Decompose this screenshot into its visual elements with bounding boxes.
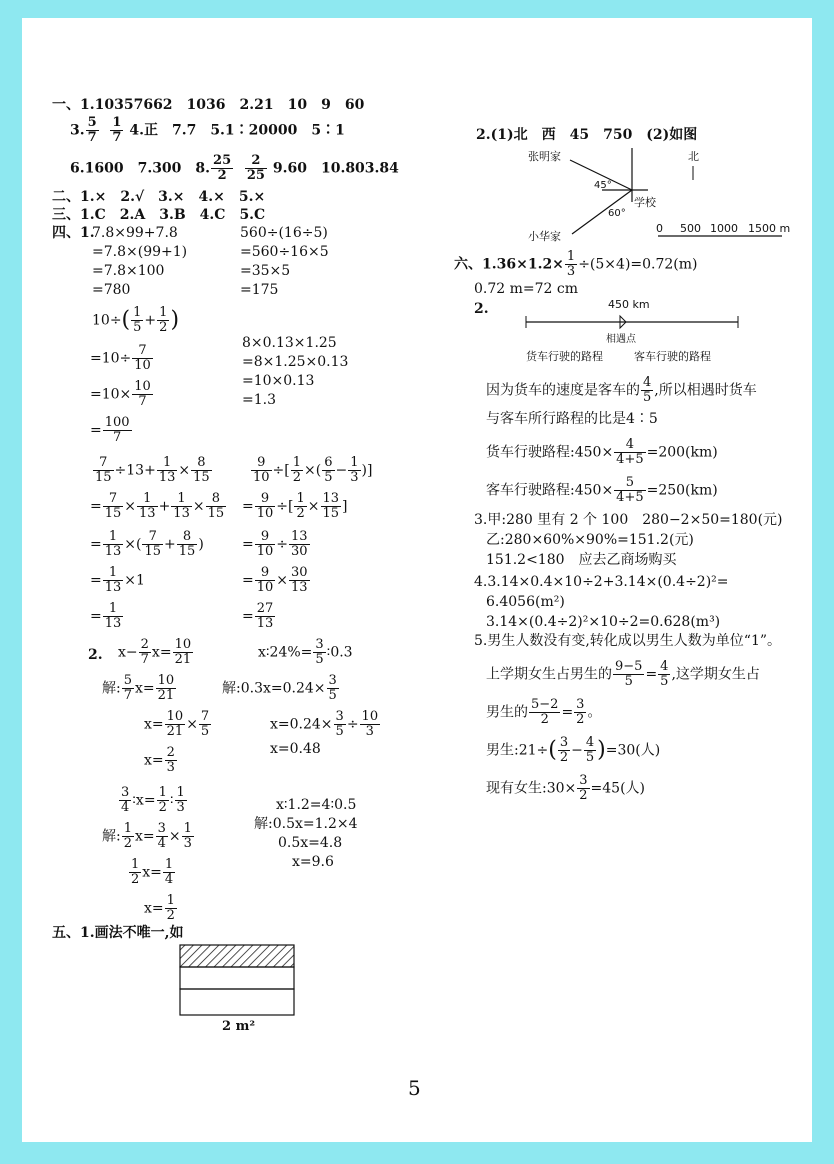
q2-label: 2. [474,301,489,317]
s6-line2: 0.72 m=72 cm [474,281,579,297]
seg-total: 450 km [608,298,650,311]
eq2-l2: 解:0.3x=0.24× $\frac{3}{5}$ [222,673,337,703]
q2-t1: 因为货车的速度是客车的 $\frac{4}{5}$ ,所以相遇时货车 [486,375,757,405]
eq4: x∶1.2=4∶0.5 解:0.5x=1.2×4 0.5x=4.8 x=9.6 [254,797,358,870]
q3: 3.甲:280 里有 2 个 100 280−2×50=180(元) 乙:280×60%×90%=151.2(元) 151.2<180 应去乙商场购买 [474,512,783,568]
q5-l1: 5.男生人数没有变,转化成以男生人数为单位“1”。 [474,633,782,649]
s4-label: 四、1. [52,225,95,241]
map-scale-0: 0 [656,222,663,235]
bottom-band [180,989,294,1015]
q5-l2: 上学期女生占男生的 $\frac{9-5}{5}$ = $\frac{4}{5}$ ,这学期女生占 [486,659,760,689]
q5-l4: 男生:21÷( $\frac{3}{2}$ − $\frac{4}{5}$ )=30(人) [486,735,661,765]
s5-line: 五、1.画法不唯一,如 [52,925,184,941]
eq2-l4: x=0.48 [270,741,321,757]
calc-3-l1: 10÷( $\frac{1}{5}$ + $\frac{1}{2}$ ) [92,305,180,335]
calc-6-l1: $\frac{9}{10}$ ÷[ $\frac{1}{2}$ ×( $\frac{6}{5}$ − $\frac{1}{3}$ )] [253,455,373,485]
q5-l5: 现有女生:30× $\frac{3}{2}$ =45(人) [486,773,646,803]
calc-3-l4: = $\frac{100}{7}$ [90,415,130,445]
s1-line2: 3. $\frac{5}{7}$ $\frac{1}{7}$ 4.正 7.7 5.1∶20000 5∶1 [70,115,345,145]
map-house1: 张明家 [528,150,561,163]
map-scale-500: 500 [680,222,701,235]
q2-t3: 货车行驶路程:450× $\frac{4}{4+5}$ =200(km) [486,437,718,467]
s6-line1: 六、1.36×1.2× $\frac{1}{3}$ ÷(5×4)=0.72(m) [454,249,698,279]
area-label: 2 m² [222,1019,256,1034]
calc-6-l4: = $\frac{9}{10}$ × $\frac{30}{13}$ [242,565,308,595]
direction-map [502,144,802,244]
eq3-l1: $\frac{3}{4}$ ∶x= $\frac{1}{2}$ ∶ $\frac{1}{3}$ [121,785,185,815]
area-figure [178,943,298,1053]
calc-5-l3: = $\frac{1}{13}$ ×( $\frac{7}{15}$ + $\frac{8}{15}$ ) [90,529,204,559]
calc-3-l2: =10÷ $\frac{7}{10}$ [90,343,151,373]
calc-5-l2: = $\frac{7}{15}$ × $\frac{1}{13}$ + $\frac{1}{13}$ × $\frac{8}{15}$ [90,491,225,521]
eq1-l1: x− $\frac{2}{7}$ x= $\frac{10}{21}$ [118,637,192,667]
calc-4: 8×0.13×1.25 =8×1.25×0.13 =10×0.13 =1.3 [242,335,349,408]
eq2-l3: x=0.24× $\frac{3}{5}$ ÷ $\frac{10}{3}$ [270,709,379,739]
s1-line3: 6.1600 7.300 8. $\frac{25}{2}$ $\frac{2}{25}$ 9.60 10.803.84 [70,153,399,183]
s3-line: 三、1.C 2.A 3.B 4.C 5.C [52,207,266,223]
answer-page [22,18,812,1142]
calc-1: 7.8×99+7.8 =7.8×(99+1) =7.8×100 =780 [92,225,188,298]
seg-left: 货车行驶的路程 [526,350,603,363]
eq1-l2: 解: $\frac{5}{7}$ x= $\frac{10}{21}$ [102,673,175,703]
map-house2: 小华家 [528,230,561,243]
map-north: 北 [688,150,699,163]
q4: 4.3.14×0.4×10÷2+3.14×(0.4÷2)²= 6.4056(m²) 3.14×(0.4÷2)²×10÷2=0.628(m³) [474,574,729,630]
calc-5-l4: = $\frac{1}{13}$ ×1 [90,565,145,595]
calc-6-l3: = $\frac{9}{10}$ ÷ $\frac{13}{30}$ [242,529,308,559]
eq3-l4: x= $\frac{1}{2}$ [144,893,175,923]
calc-6-l2: = $\frac{9}{10}$ ÷[ $\frac{1}{2}$ × $\frac{13}{15}$ ] [242,491,348,521]
calc-5-l5: = $\frac{1}{13}$ [90,601,122,631]
s2-line: 二、1.× 2.√ 3.× 4.× 5.× [52,189,266,205]
map-scale-1500: 1500 m [748,222,791,235]
map-school: 学校 [634,196,656,209]
q2-t4: 客车行驶路程:450× $\frac{5}{4+5}$ =250(km) [486,475,718,505]
map-angle1: 45° [594,180,612,191]
eq3-l2: 解: $\frac{1}{2}$ x= $\frac{3}{4}$ × $\frac{1}{3}$ [102,821,192,851]
segment-diagram [522,296,752,366]
calc-2: 560÷(16÷5) =560÷16×5 =35×5 =175 [240,225,329,298]
seg-right: 客车行驶的路程 [634,350,711,363]
shaded-band [180,945,294,967]
q2-t2: 与客车所行路程的比是4∶5 [486,411,658,427]
calc-5-l1: $\frac{7}{15}$ ÷13+ $\frac{1}{13}$ × $\frac{8}{15}$ [95,455,210,485]
map-angle2: 60° [608,208,626,219]
eq2-l1: x∶24%= $\frac{3}{5}$ ∶0.3 [258,637,353,667]
q5-l3: 男生的 $\frac{5-2}{2}$ = $\frac{3}{2}$ 。 [486,697,602,727]
calc-6-l5: = $\frac{27}{13}$ [242,601,274,631]
map-scale-1000: 1000 [710,222,738,235]
eq3-l3: $\frac{1}{2}$ x= $\frac{1}{4}$ [131,857,174,887]
eq-label: 2. [88,647,103,663]
eq1-l4: x= $\frac{2}{3}$ [144,745,175,775]
seg-meet: 相遇点 [606,334,636,345]
calc-3-l3: =10× $\frac{10}{7}$ [90,379,151,409]
eq1-l3: x= $\frac{10}{21}$ × $\frac{7}{5}$ [144,709,210,739]
s1-line1: 一、1.10357662 1036 2.21 10 9 60 [52,97,365,113]
page-number: 5 [408,1076,421,1100]
r2-line: 2.(1)北 西 45 750 (2)如图 [476,127,698,143]
middle-band [180,967,294,989]
